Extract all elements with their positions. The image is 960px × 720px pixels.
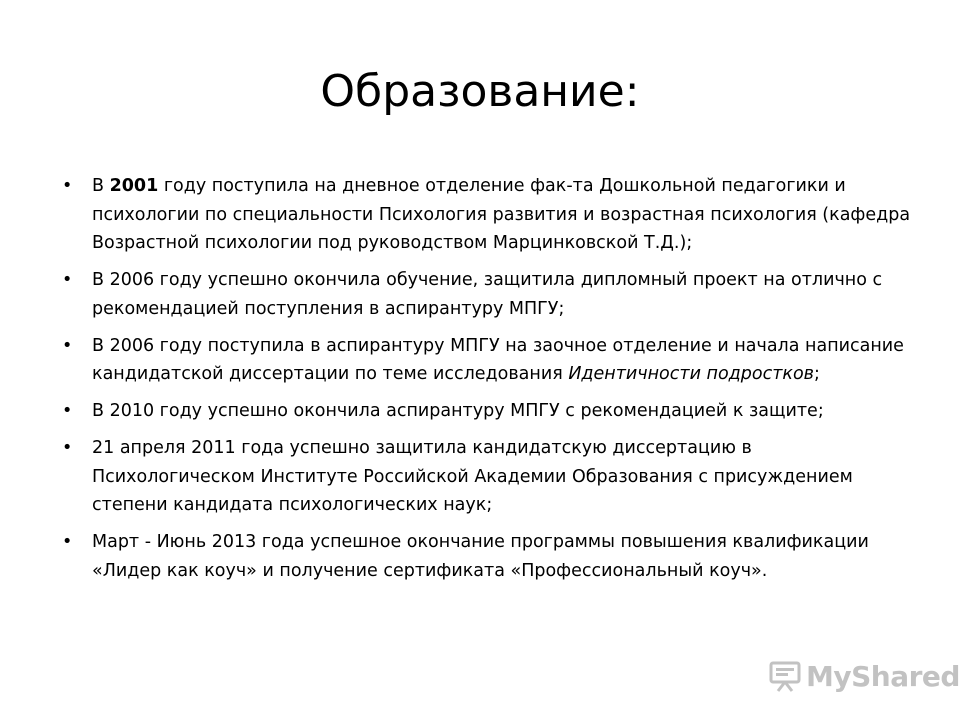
bullet-marker: • [62,270,73,290]
bullet-text-topic: Идентичности подростков [568,364,814,384]
bullet-text: 21 апреля 2011 года успешно защитила кандидатскую диссертацию в Психологическом Институте Российской Академии Образования с присуждением степени кандидата психологических наук; [92,438,853,515]
bullet-marker: • [62,438,73,458]
bullet-text-year: 2001 [109,176,159,196]
slide-title: Образование: [320,66,640,117]
bullet-marker: • [62,176,73,196]
list-item [62,266,912,323]
bullet-text: В 2010 году успешно окончила аспирантуру МПГУ с рекомендацией к защите; [92,401,824,421]
bullet-text-pre: В [92,176,110,196]
bullet-text-pre: В 2006 году поступила в аспирантуру МПГУ на заочное отделение и начала написание кандидатской диссертации по теме исследования [92,335,904,384]
watermark-text: MyShared [806,659,960,693]
presentation-board-icon [768,659,802,693]
bullet-list [62,172,912,594]
bullet-marker: • [62,532,73,552]
list-item [62,397,912,426]
list-item [62,172,912,258]
bullet-text: В 2006 году успешно окончила обучение, защитила дипломный проект на отлично с рекомендацией поступления в аспирантуру МПГУ; [92,270,883,319]
bullet-marker: • [62,401,73,421]
list-item [62,528,912,585]
bullet-text-post: ; [814,364,820,384]
list-item [62,434,912,520]
list-item [62,332,912,389]
bullet-marker: • [62,335,73,356]
bullet-text: Март - Июнь 2013 года успешное окончание программы повышения квалификации «Лидер как коуч» и получение сертификата «Профессиональный коуч». [92,532,869,581]
bullet-text-post: году поступила на дневное отделение фак-та Дошкольной педагогики и психологии по специальности Психология развития и возрастная психология (кафедра Возрастной психологии под руководством Марцинковской Т.Д.); [92,176,911,253]
watermark-logo [768,656,960,696]
